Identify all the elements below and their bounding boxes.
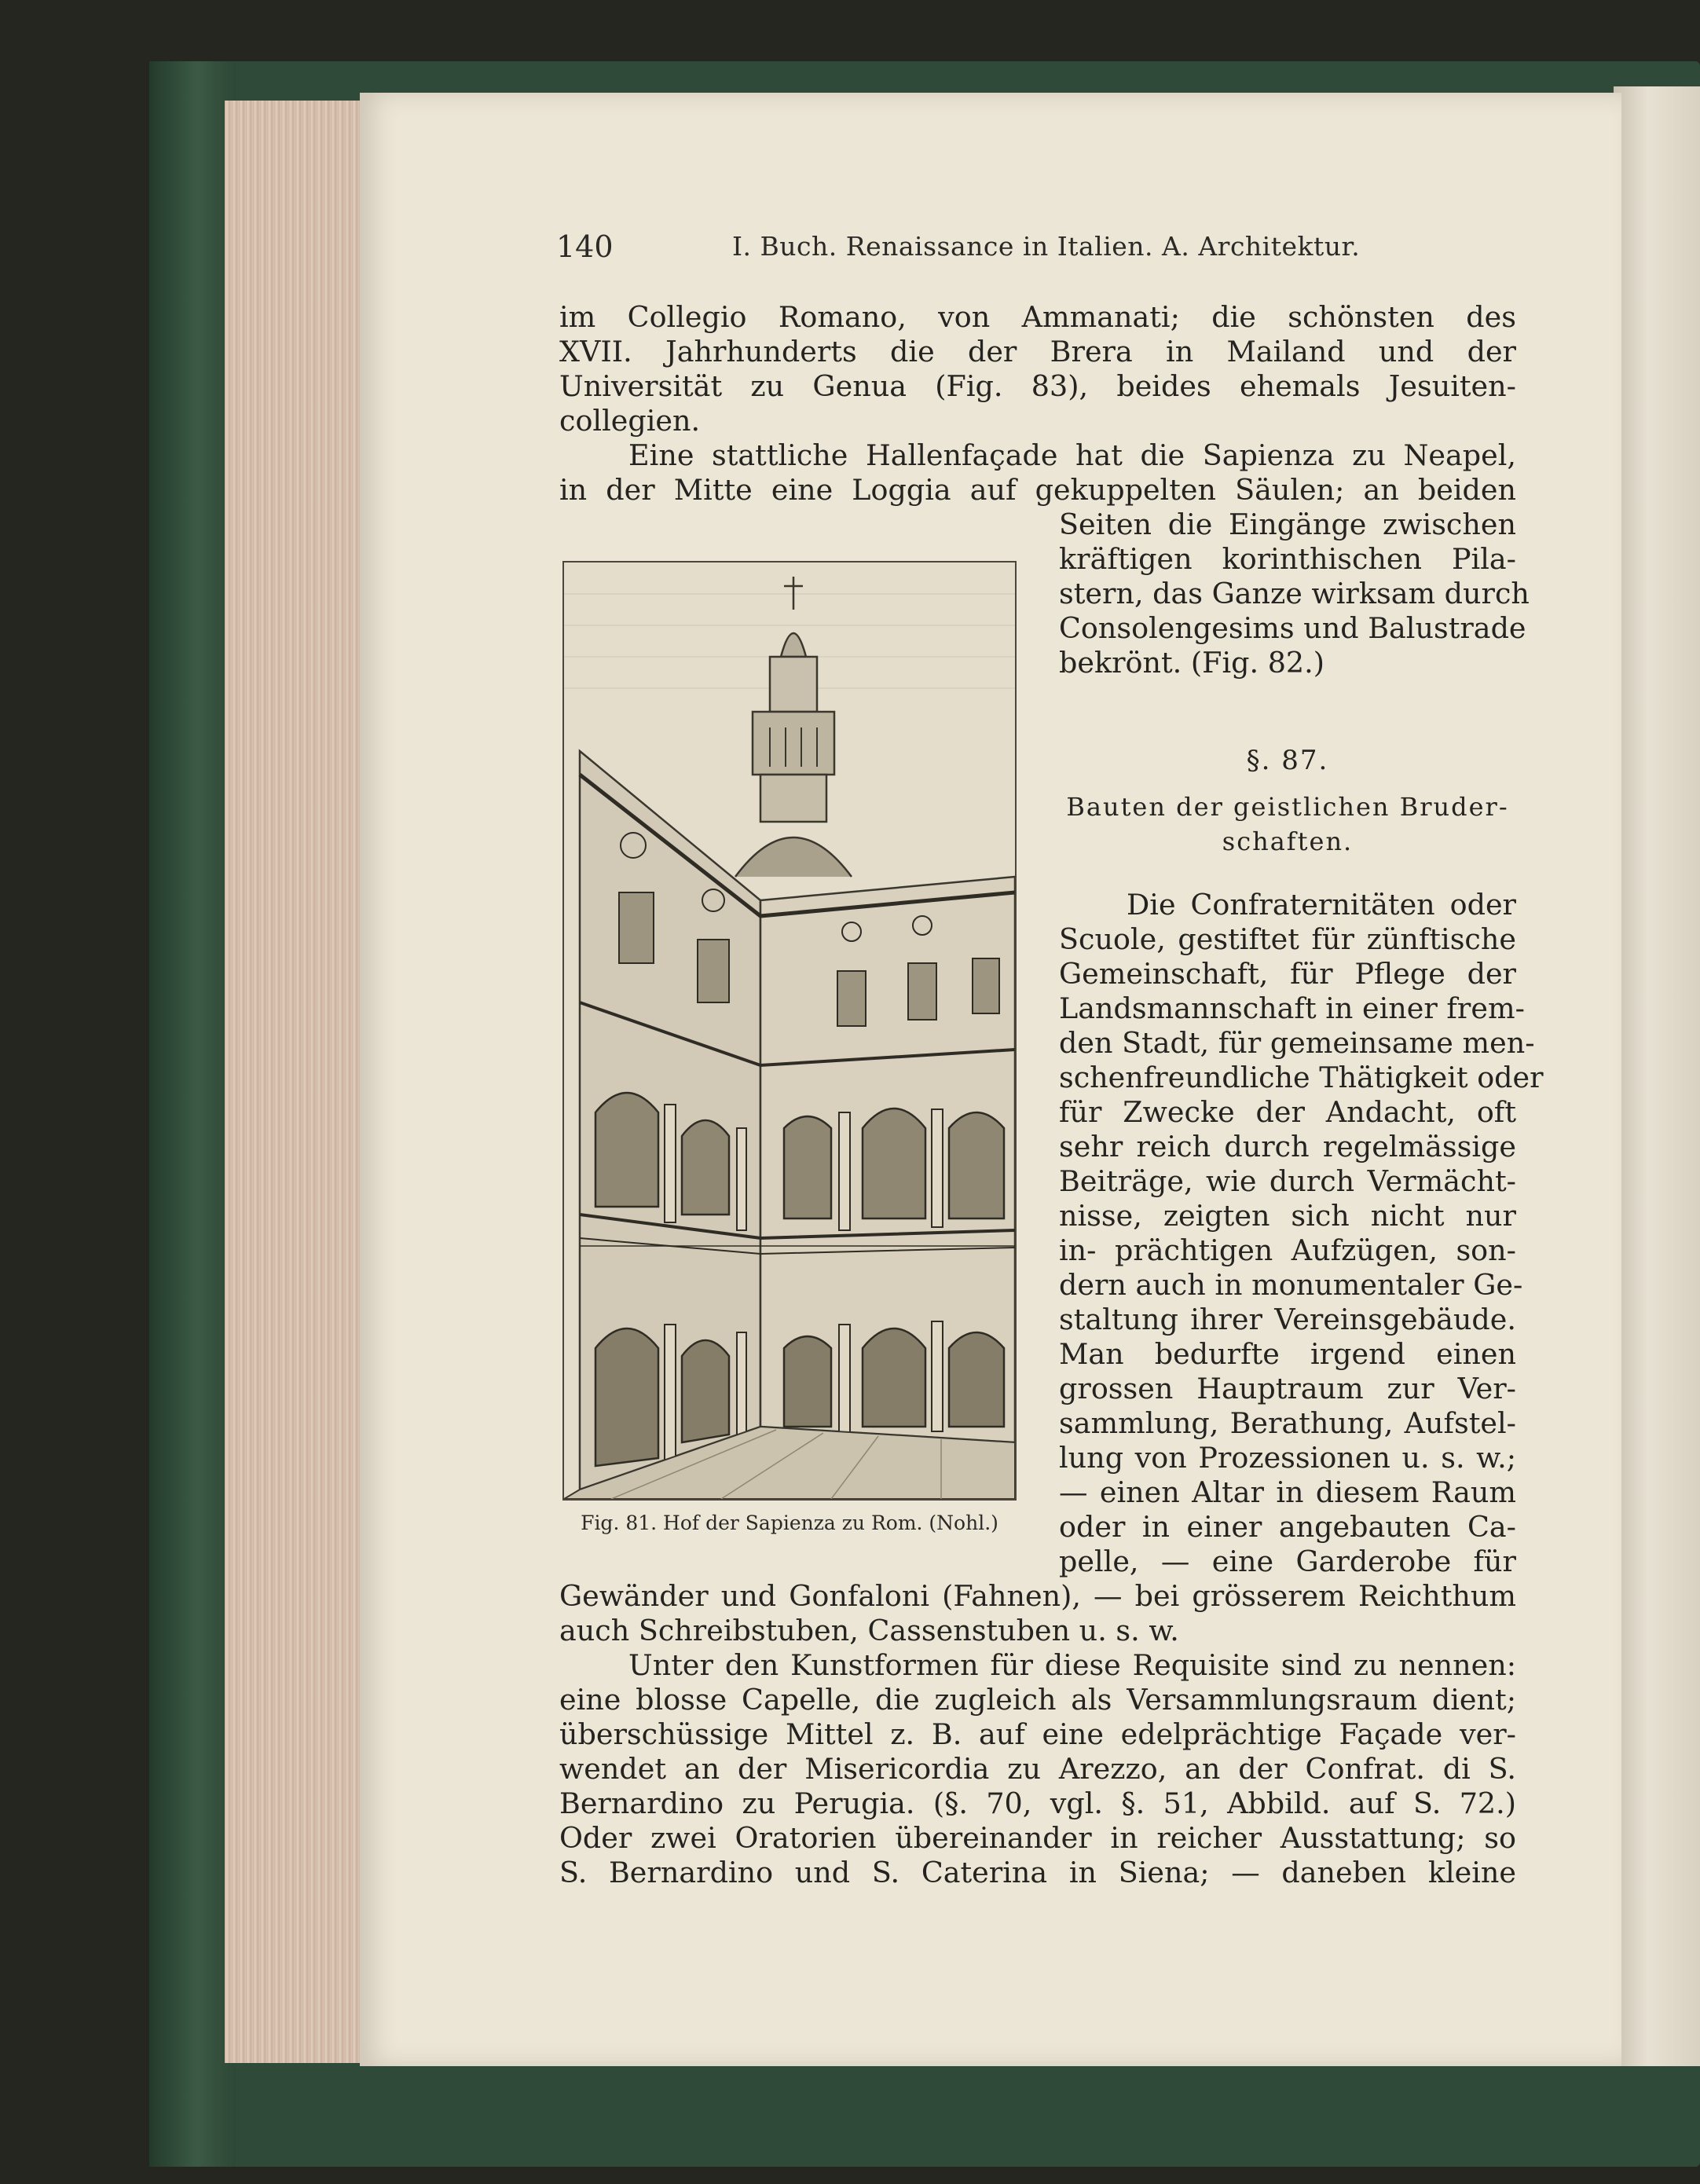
text-line: kräftigen korinthischen Pila- <box>1059 542 1516 576</box>
text-line: dern auch in monumentaler Ge- <box>1059 1268 1523 1302</box>
text-line: collegien. <box>559 404 701 438</box>
text-line: überschüssige Mittel z. B. auf eine edelprächtige Façade ver- <box>559 1717 1516 1751</box>
text-line: Universität zu Genua (Fig. 83), beides ehemals Jesuiten- <box>559 369 1516 403</box>
text-line: Gemeinschaft, für Pflege der <box>1059 957 1516 991</box>
text-line: S. Bernardino und S. Caterina in Siena; — daneben kleine <box>559 1856 1516 1889</box>
text-line: Die Confraternitäten oder <box>1127 888 1516 922</box>
text-line: sehr reich durch regelmässige <box>1059 1130 1516 1163</box>
text-line: Oder zwei Oratorien übereinander in reicher Ausstattung; so <box>559 1821 1516 1855</box>
text-line: Unter den Kunstformen für diese Requisite sind zu nennen: <box>628 1648 1516 1682</box>
text-line: eine blosse Capelle, die zugleich als Versammlungsraum dient; <box>559 1683 1516 1717</box>
text-line: Landsmannschaft in einer frem- <box>1059 991 1525 1025</box>
text-line: Seiten die Eingänge zwischen <box>1059 508 1516 541</box>
running-header <box>556 229 1522 269</box>
text-line: für Zwecke der Andacht, oft <box>1059 1095 1516 1129</box>
text-line: in der Mitte eine Loggia auf gekuppelten Säulen; an beiden <box>559 473 1516 507</box>
text-line: stern, das Ganze wirksam durch <box>1059 577 1530 610</box>
text-line: auch Schreibstuben, Cassenstuben u. s. w. <box>559 1614 1179 1647</box>
section-title: schaften. <box>1222 826 1354 856</box>
text-line: nisse, zeigten sich nicht nur <box>1059 1199 1516 1233</box>
text-line: — einen Altar in diesem Raum <box>1059 1475 1516 1509</box>
text-line: den Stadt, für gemeinsame men- <box>1059 1026 1535 1060</box>
text-line: XVII. Jahrhunderts die der Brera in Mailand und der <box>559 335 1516 368</box>
text-line: im Collegio Romano, von Ammanati; die schönsten des <box>559 300 1516 334</box>
text-line: pelle, — eine Garderobe für <box>1059 1545 1516 1578</box>
text-line: Scuole, gestiftet für zünftische <box>1059 922 1516 956</box>
running-head: I. Buch. Renaissance in Italien. A. Architektur. <box>732 231 1361 262</box>
text-line: bekrönt. (Fig. 82.) <box>1059 646 1324 680</box>
text-line: wendet an der Misericordia zu Arezzo, an der Confrat. di S. <box>559 1752 1516 1786</box>
section-number: §. 87. <box>1246 745 1329 776</box>
text-line: Eine stattliche Hallenfaçade hat die Sapienza zu Neapel, <box>628 438 1516 472</box>
page-number: 140 <box>556 229 614 264</box>
book-spine <box>149 61 236 2167</box>
section-title: Bauten der geistlichen Bruder- <box>1066 792 1509 822</box>
text-line: sammlung, Berathung, Aufstel- <box>1059 1406 1516 1440</box>
text-line: Bernardino zu Perugia. (§. 70, vgl. §. 51, Abbild. auf S. 72.) <box>559 1786 1516 1820</box>
facing-page-edge <box>1614 86 1700 2066</box>
text-line: staltung ihrer Vereinsgebäude. <box>1059 1303 1516 1336</box>
courtyard-illustration <box>564 562 1015 1499</box>
text-line: Man bedurfte irgend einen <box>1059 1337 1516 1371</box>
text-line: grossen Hauptraum zur Ver- <box>1059 1372 1516 1405</box>
text-line: Gewänder und Gonfaloni (Fahnen), — bei grösserem Reichthum <box>559 1579 1516 1613</box>
text-line: Consolengesims und Balustrade <box>1059 611 1526 645</box>
text-line: lung von Prozessionen u. s. w.; <box>1059 1441 1516 1475</box>
text-line: oder in einer angebauten Ca- <box>1059 1510 1516 1544</box>
text-line: in- prächtigen Aufzügen, son- <box>1059 1233 1516 1267</box>
figure-caption: Fig. 81. Hof der Sapienza zu Rom. (Nohl.) <box>581 1512 998 1534</box>
page-stack-edge <box>225 101 376 2063</box>
text-line: schenfreundliche Thätigkeit oder <box>1059 1061 1544 1094</box>
figure-engraving <box>562 561 1017 1501</box>
text-line: Beiträge, wie durch Vermächt- <box>1059 1164 1516 1198</box>
